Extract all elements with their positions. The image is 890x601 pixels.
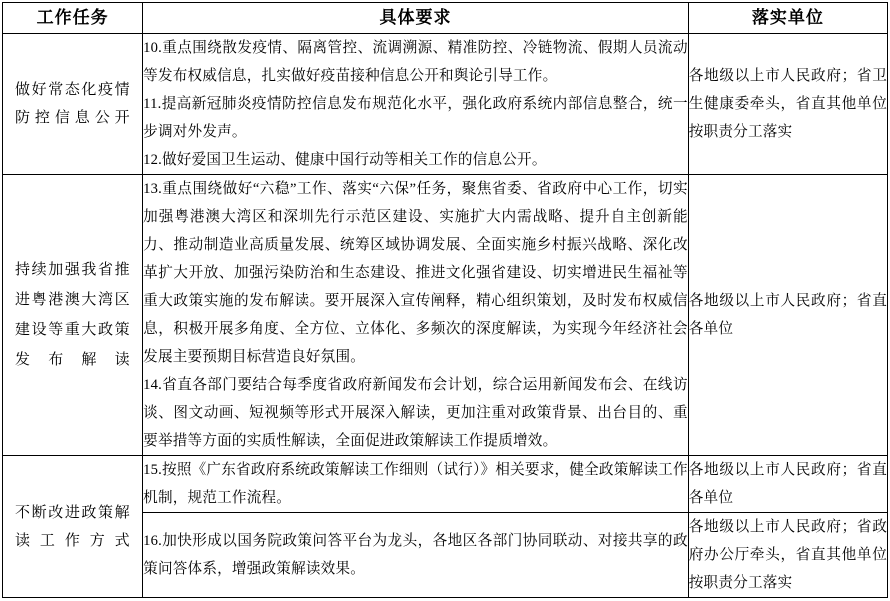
unit-cell: 各地级以上市人民政府；省直各单位: [688, 175, 887, 456]
unit-cell: 各地级以上市人民政府；省直各单位: [688, 456, 887, 513]
table-body: [3, 34, 888, 598]
requirements-cell: [143, 513, 689, 598]
column-header-task: 工作任务: [3, 3, 143, 34]
unit-cell: 各地级以上市人民政府；省卫生健康委牵头，省直其他单位按职责分工落实: [688, 34, 887, 175]
requirement-item: 14.省直各部门要结合每季度省政府新闻发布会计划，综合运用新闻发布会、在线访谈、图文动画、短视频等形式开展深入解读，更加注重对政策背景、出台目的、重要举措等方面的实质性解读，全面促进政策解读工作提质增效。: [143, 377, 688, 449]
column-header-requirements: 具体要求: [143, 3, 689, 34]
requirements-cell: [143, 456, 689, 513]
task-cell: 不断改进政策解读工作方式: [3, 456, 143, 598]
table-row: [3, 175, 888, 456]
requirement-item: 10.重点围绕散发疫情、隔离管控、流调溯源、精准防控、冷链物流、假期人员流动等发布权威信息，扎实做好疫苗接种信息公开和舆论引导工作。: [143, 40, 688, 84]
table-header: [3, 3, 888, 34]
task-cell: 做好常态化疫情防控信息公开: [3, 34, 143, 175]
table-row: [3, 456, 888, 513]
column-header-unit: 落实单位: [688, 3, 887, 34]
requirement-item: 12.做好爱国卫生运动、健康中国行动等相关工作的信息公开。: [143, 152, 547, 168]
requirement-item: 11.提高新冠肺炎疫情防控信息发布规范化水平，强化政府系统内部信息整合，统一步调对外发声。: [143, 96, 688, 140]
requirements-cell: [143, 175, 689, 456]
requirement-item: 16.加快形成以国务院政策问答平台为龙头，各地区各部门协同联动、对接共享的政策问答体系，增强政策解读效果。: [143, 533, 688, 577]
table-row: [3, 34, 888, 175]
requirement-item: 13.重点围绕做好“六稳”工作、落实“六保”任务，聚焦省委、省政府中心工作，切实加强粤港澳大湾区和深圳先行示范区建设、实施扩大内需战略、提升自主创新能力、推动制造业高质量发展、统筹区域协调发展、全面实施乡村振兴战略、深化改革扩大开放、加强污染防治和生态建设、推进文化强省建设、切实增进民生福祉等重大政策实施的发布解读。要开展深入宣传阐释，精心组织策划，及时发布权威信息，积极开展多角度、全方位、立体化、多频次的深度解读，为实现今年经济社会发展主要预期目标营造良好氛围。: [143, 181, 688, 365]
unit-cell: 各地级以上市人民政府；省政府办公厅牵头，省直其他单位按职责分工落实: [688, 513, 887, 598]
requirements-cell: [143, 34, 689, 175]
work-tasks-table: [2, 2, 888, 598]
requirement-item: 15.按照《广东省政府系统政策解读工作细则（试行）》相关要求，健全政策解读工作机制，规范工作流程。: [143, 462, 688, 506]
table-header-row: [3, 3, 888, 34]
task-cell: 持续加强我省推进粤港澳大湾区建设等重大政策发布解读: [3, 175, 143, 456]
